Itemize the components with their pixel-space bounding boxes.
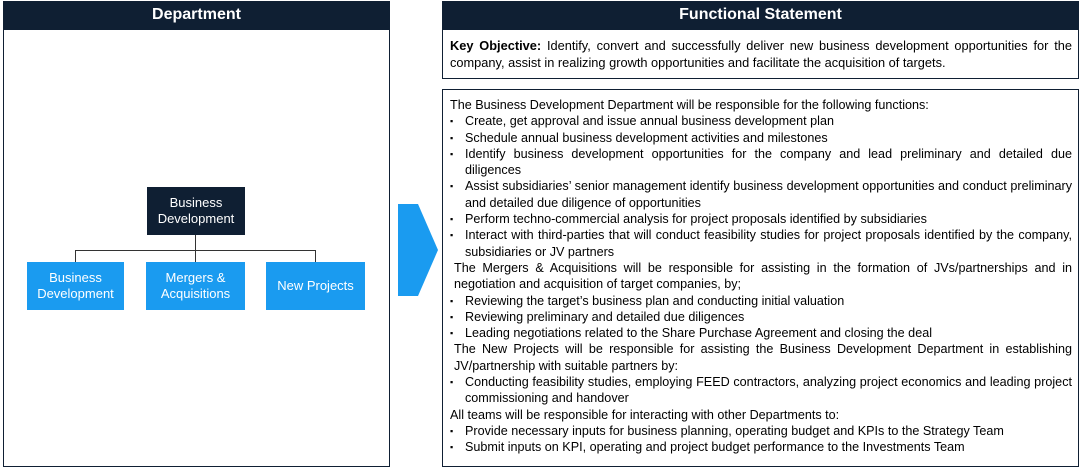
list-item: ▪ Perform techno-commercial analysis for project proposals identified by subsidiaries (450, 212, 927, 227)
functional-statement-header: Functional Statement (442, 1, 1079, 29)
intro-all-teams: All teams will be responsible for interacting with other Departments to: (450, 407, 840, 422)
list-item: ▪ Reviewing preliminary and detailed due diligences (450, 309, 745, 324)
connector-left-down (75, 250, 76, 262)
department-header: Department (3, 1, 390, 29)
list-item: ▪ Assist subsidiaries’ senior management identify business development opportunities and conduct preliminary and detailed due diligence of opportunities (450, 179, 1072, 210)
department-panel (3, 29, 390, 467)
org-child-mergers-acquisitions: Mergers & Acquisitions (146, 262, 245, 310)
intro-mergers-acquisitions: The Mergers & Acquisitions will be responsible for assisting in the formation of JVs/partnerships and in negotiation and acquisition of target companies, by; (454, 260, 1072, 292)
list-item: ▪ Create, get approval and issue annual business development plan (450, 114, 834, 129)
key-objective-body: Identify, convert and successfully deliver new business development opportunities for the company, assist in realizing growth opportunities and facilitate the acquisition of targets. (450, 38, 1073, 70)
list-item: ▪ Provide necessary inputs for business planning, operating budget and KPIs to the Strategy Team (450, 423, 1004, 438)
intro-business-development: The Business Development Department will be responsible for the following functions: (450, 98, 929, 112)
list-item: ▪ Conducting feasibility studies, employing FEED contractors, analyzing project economics and leading project commissioning and handover (450, 375, 1072, 406)
org-child-business-development: Business Development (27, 262, 124, 310)
list-item: ▪ Submit inputs on KPI, operating and project budget performance to the Investments Team (450, 440, 965, 455)
chevron-arrow-icon (398, 204, 438, 296)
connector-right-down (315, 250, 316, 262)
list-item: ▪ Schedule annual business development activities and milestones (450, 130, 828, 145)
list-item: ▪ Reviewing the target’s business plan and conducting initial valuation (450, 293, 845, 308)
functions-list (450, 97, 1072, 456)
intro-new-projects: The New Projects will be responsible for assisting the Business Development Department in establishing JV/partnership with suitable partners by: (454, 342, 1072, 373)
list-item: ▪ Interact with third-parties that will conduct feasibility studies for project proposals identified by the company, subsidiaries or JV partners (450, 228, 1072, 259)
connector-root-down (195, 235, 196, 250)
org-root-business-development: Business Development (147, 187, 245, 235)
list-item: ▪ Identify business development opportunities for the company and lead preliminary and detailed due diligences (450, 146, 1072, 178)
org-child-new-projects: New Projects (266, 262, 365, 310)
connector-mid-down (195, 250, 196, 262)
key-objective-label: Key Objective: (450, 38, 542, 53)
key-objective-text (450, 37, 1072, 71)
list-item: ▪ Leading negotiations related to the Share Purchase Agreement and closing the deal (450, 326, 932, 341)
